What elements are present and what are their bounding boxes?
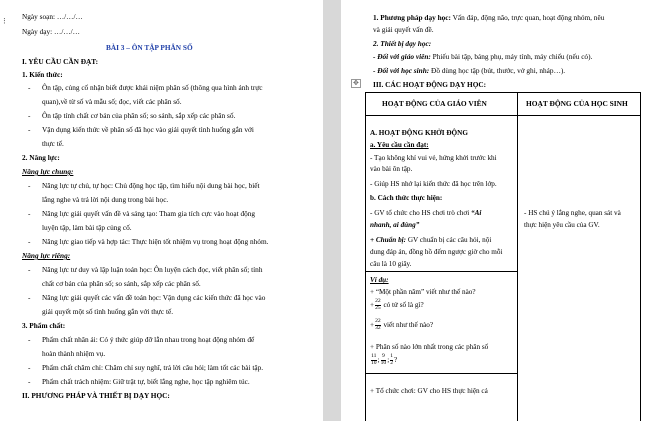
document-page-left	[0, 0, 323, 421]
example-heading: Ví dụ:	[370, 276, 389, 284]
question-text: có tử số là gì?	[381, 301, 424, 309]
list-item: - Phẩm chất chăm chỉ: Chăm chỉ suy nghĩ, trả lời câu hỏi; làm tốt các bài tập.	[42, 363, 263, 372]
question	[370, 319, 433, 332]
student-equipment-label: - Đối với học sinh:	[373, 66, 430, 75]
lesson-title: BÀI 3 – ÔN TẬP PHÂN SỐ	[106, 43, 193, 52]
goal-item: - Tạo không khí vui vẻ, hứng khởi trước khi	[370, 154, 497, 162]
goal-item: - Giúp HS nhớ lại kiến thức đã học trên lớp.	[370, 180, 497, 188]
activity-heading: A. HOẠT ĐỘNG KHỞI ĐỘNG	[370, 129, 468, 137]
list-item: - Năng lực tư duy và lập luận toán học: Ôn luyện cách đọc, viết phân số; tính	[42, 265, 262, 274]
table-header-row	[366, 93, 640, 116]
example-divider	[366, 271, 517, 272]
list-item: - Năng lực tự chủ, tự học: Chủ động học tập, tìm hiểu nội dung bài học, biết	[42, 181, 260, 190]
method-item-text: - GV tổ chức cho HS chơi trò chơi	[370, 209, 470, 217]
method-line-cont: và giải quyết vấn đề.	[373, 25, 434, 34]
date-teach: Ngày dạy: …/…/…	[22, 27, 80, 36]
fraction	[381, 354, 387, 366]
goal-heading: a. Yêu cầu cần đạt:	[370, 141, 429, 149]
question: + Tổ chức chơi: GV cho HS thực hiện cả	[370, 387, 488, 395]
list-item: - Phẩm chất trách nhiệm: Giữ trật tự, biết lắng nghe, học tập nghiêm túc.	[42, 377, 250, 386]
equipment-heading: 2. Thiết bị dạy học:	[373, 39, 432, 48]
teacher-equipment-text: Phiếu bài tập, bảng phụ, máy tính, máy chiếu (nếu có).	[430, 52, 593, 61]
section-heading: II. PHƯƠNG PHÁP VÀ THIẾT BỊ DẠY HỌC:	[22, 391, 170, 400]
subsection-heading: 1. Kiến thức:	[22, 70, 63, 79]
list-item-cont: lắng nghe và trả lời nội dung trong bài học.	[42, 195, 169, 204]
list-item: - Năng lực giao tiếp và hợp tác: Thực hiện tốt nhiệm vụ trong hoạt động nhóm.	[42, 237, 268, 246]
teacher-equipment	[373, 52, 592, 61]
list-item-cont: quan),về từ số và mẫu số; đọc, viết các phân số.	[42, 97, 182, 106]
student-equipment	[373, 66, 565, 75]
fraction-numerator: 22	[375, 318, 381, 325]
fraction-denominator: 32	[375, 324, 381, 331]
list-item: - Năng lực giải quyết vấn đề và sáng tạo: Tham gia tích cực vào hoạt động	[42, 209, 255, 218]
method-heading: b. Cách thức thực hiện:	[370, 194, 443, 202]
question-text: viết như thế nào?	[381, 321, 434, 329]
list-item: - Ôn tập, củng cố nhận biết được khái niệm phân số (thông qua hình ảnh trực	[42, 83, 263, 92]
subsection-heading: 3. Phẩm chất:	[22, 321, 66, 330]
student-activity-cont: thực hiện yêu cầu của GV.	[524, 221, 600, 229]
goal-item-cont: vào bài ôn tập.	[370, 165, 413, 173]
date-prepare: Ngày soạn: …/…/…	[22, 12, 83, 21]
student-equipment-text: Đồ dùng học tập (bút, thước, vở ghi, nháp…).	[429, 66, 566, 75]
list-item: - Phẩm chất nhân ái: Có ý thức giúp đỡ lẫn nhau trong hoạt động nhóm để	[42, 335, 254, 344]
question-prefix: +	[370, 321, 375, 329]
question-prefix: +	[370, 301, 375, 309]
fraction-numerator: 1	[390, 353, 393, 360]
fraction	[371, 354, 377, 366]
list-item: - Ôn tập tính chất cơ bản của phân số; so sánh, sắp xếp các phân số.	[42, 111, 235, 120]
question: + Phân số nào lớn nhất trong các phân số	[370, 343, 489, 351]
method-text: Vấn đáp, động não, trực quan, hoạt động nhóm, nêu	[450, 13, 605, 22]
fraction-numerator: 22	[375, 298, 381, 305]
fraction-numerator: 11	[371, 353, 377, 360]
fraction	[375, 319, 381, 331]
prep-text: GV chuẩn bị các câu hỏi, nội	[406, 236, 492, 244]
method-label: 1. Phương pháp dạy học:	[373, 13, 451, 22]
teacher-equipment-label: - Đối với giáo viên:	[373, 52, 431, 61]
column-divider	[517, 93, 518, 421]
example-divider	[366, 373, 517, 374]
method-item	[370, 209, 481, 218]
paragraph-mark-icon[interactable]: ⁝	[3, 17, 6, 27]
teacher-column-header: HOẠT ĐỘNG CỦA GIÁO VIÊN	[382, 99, 487, 108]
list-item-cont: giải quyết một số tình huống gắn với thực tế.	[42, 307, 174, 316]
student-column-header: HOẠT ĐỘNG CỦA HỌC SINH	[526, 99, 628, 108]
table-move-handle-icon[interactable]: ✥	[353, 79, 359, 87]
fraction-list: $\frac{11}{10}$ ; $\frac{9}{10}$ ; $\frac{1}{2}$ ?	[371, 353, 398, 366]
prep-label: + Chuẩn bị:	[370, 236, 407, 244]
fraction	[390, 354, 393, 366]
subsection-heading: 2. Năng lực:	[22, 153, 60, 162]
fraction-denominator: 2	[390, 359, 393, 366]
document-page-right	[341, 0, 650, 421]
fraction-denominator: 10	[380, 359, 387, 366]
fraction-numerator: 9	[381, 353, 385, 360]
question	[370, 299, 424, 312]
prep-item	[370, 236, 491, 245]
subheading: Năng lực chung:	[22, 167, 74, 176]
list-item: - Vận dụng kiến thức về phân số đã học vào giải quyết tình huống gắn với	[42, 125, 254, 134]
question: + “Một phần năm” viết như thế nào?	[370, 288, 476, 296]
list-item: - Năng lực giải quyết các vấn đề toán học: Vận dụng các kiến thức đã học vào	[42, 293, 265, 302]
subheading: Năng lực riêng:	[22, 251, 71, 260]
game-name: “Ai	[469, 209, 482, 217]
prep-item-cont: dung đáp án, đồng hồ đếm ngược giờ cho mỗi	[370, 248, 503, 256]
list-item-cont: thực tế.	[42, 139, 64, 148]
section-heading: III. CÁC HOẠT ĐỘNG DẠY HỌC:	[373, 80, 487, 89]
student-activity: - HS chú ý lắng nghe, quan sát và	[524, 209, 621, 217]
game-name-cont: nhanh, ai đúng”	[370, 221, 420, 229]
list-item-cont: hoàn thành nhiệm vụ.	[42, 349, 106, 358]
list-item-cont: chất cơ bản của phân số; so sánh, sắp xếp các phân số.	[42, 279, 201, 288]
method-line	[373, 13, 604, 22]
activities-table	[365, 92, 641, 421]
section-heading: I. YÊU CẦU CẦN ĐẠT:	[22, 57, 99, 66]
prep-item-cont: câu là 10 giây.	[370, 260, 412, 268]
fraction-denominator: 25	[375, 304, 381, 311]
fraction	[375, 299, 381, 311]
fraction-denominator: 10	[371, 359, 377, 366]
list-item-cont: luyện tập, làm bài tập củng cố.	[42, 223, 132, 232]
question-end: ?	[393, 356, 398, 364]
